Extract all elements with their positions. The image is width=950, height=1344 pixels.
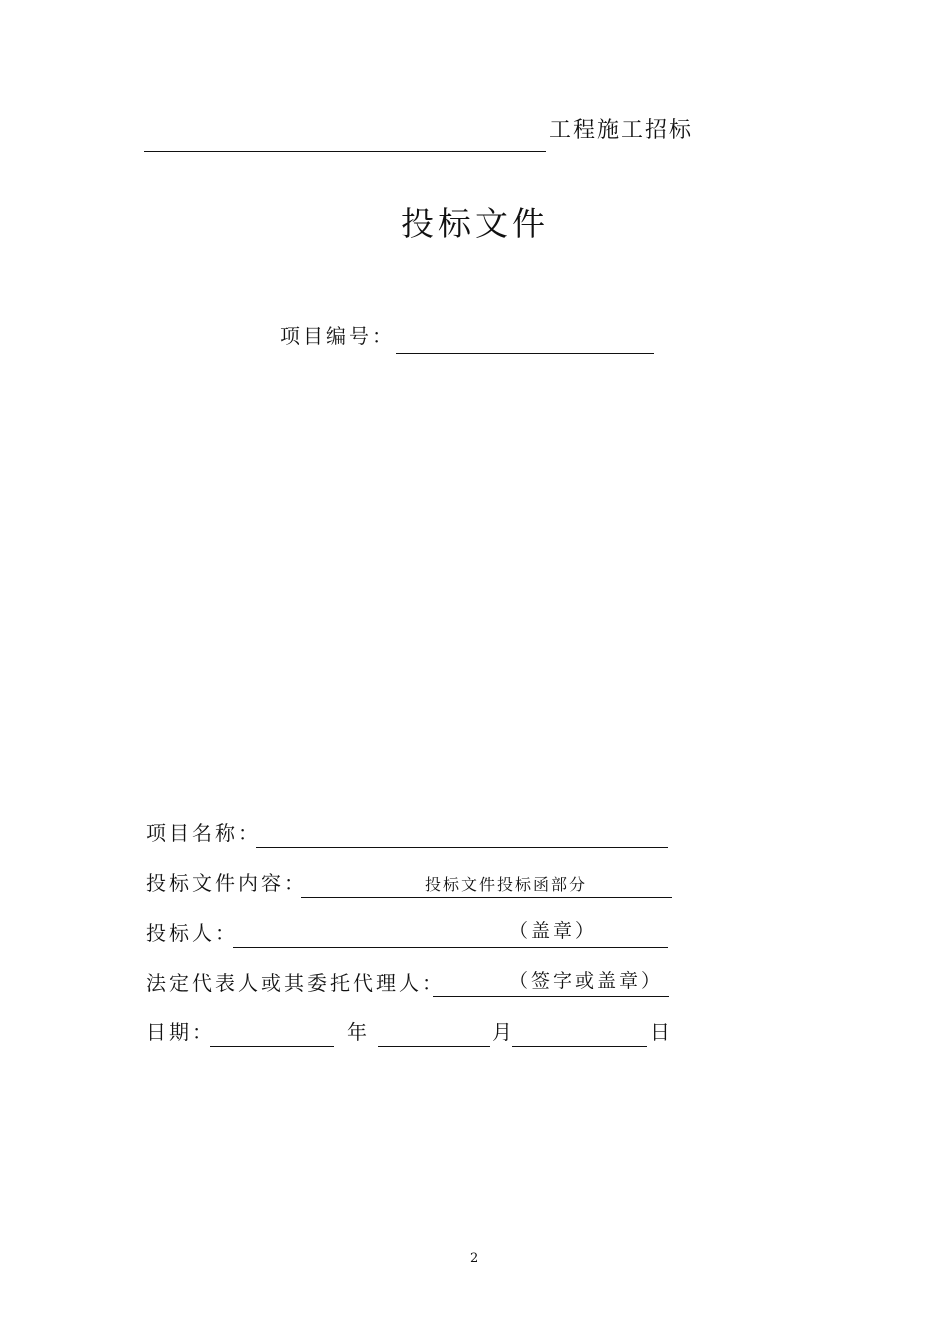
bidder-label: 投标人： bbox=[146, 921, 238, 945]
year-blank-line bbox=[210, 1046, 334, 1047]
date-label: 日期： bbox=[146, 1020, 215, 1044]
month-blank-line bbox=[378, 1046, 490, 1047]
project-number-blank-line bbox=[396, 353, 654, 354]
project-name-label: 项目名称： bbox=[146, 821, 261, 845]
year-unit: 年 bbox=[347, 1020, 367, 1044]
content-value: 投标文件投标函部分 bbox=[425, 875, 588, 894]
content-label: 投标文件内容： bbox=[146, 871, 307, 895]
day-unit: 日 bbox=[650, 1020, 670, 1044]
representative-sign-note: （签字或盖章） bbox=[509, 970, 664, 992]
bidder-field-line bbox=[233, 947, 668, 948]
representative-field-line bbox=[433, 996, 669, 997]
project-number-label: 项目编号： bbox=[280, 324, 395, 348]
content-field-line bbox=[301, 897, 672, 898]
document-title: 投标文件 bbox=[401, 204, 549, 243]
project-name-field-line bbox=[256, 847, 668, 848]
representative-label: 法定代表人或其委托代理人： bbox=[146, 971, 445, 995]
month-unit: 月 bbox=[492, 1020, 512, 1044]
bidder-seal-note: （盖章） bbox=[509, 920, 598, 942]
day-blank-line bbox=[512, 1046, 647, 1047]
project-name-blank-line bbox=[144, 151, 546, 152]
project-type-suffix: 工程施工招标 bbox=[549, 118, 694, 143]
page-number: 2 bbox=[470, 1251, 479, 1266]
